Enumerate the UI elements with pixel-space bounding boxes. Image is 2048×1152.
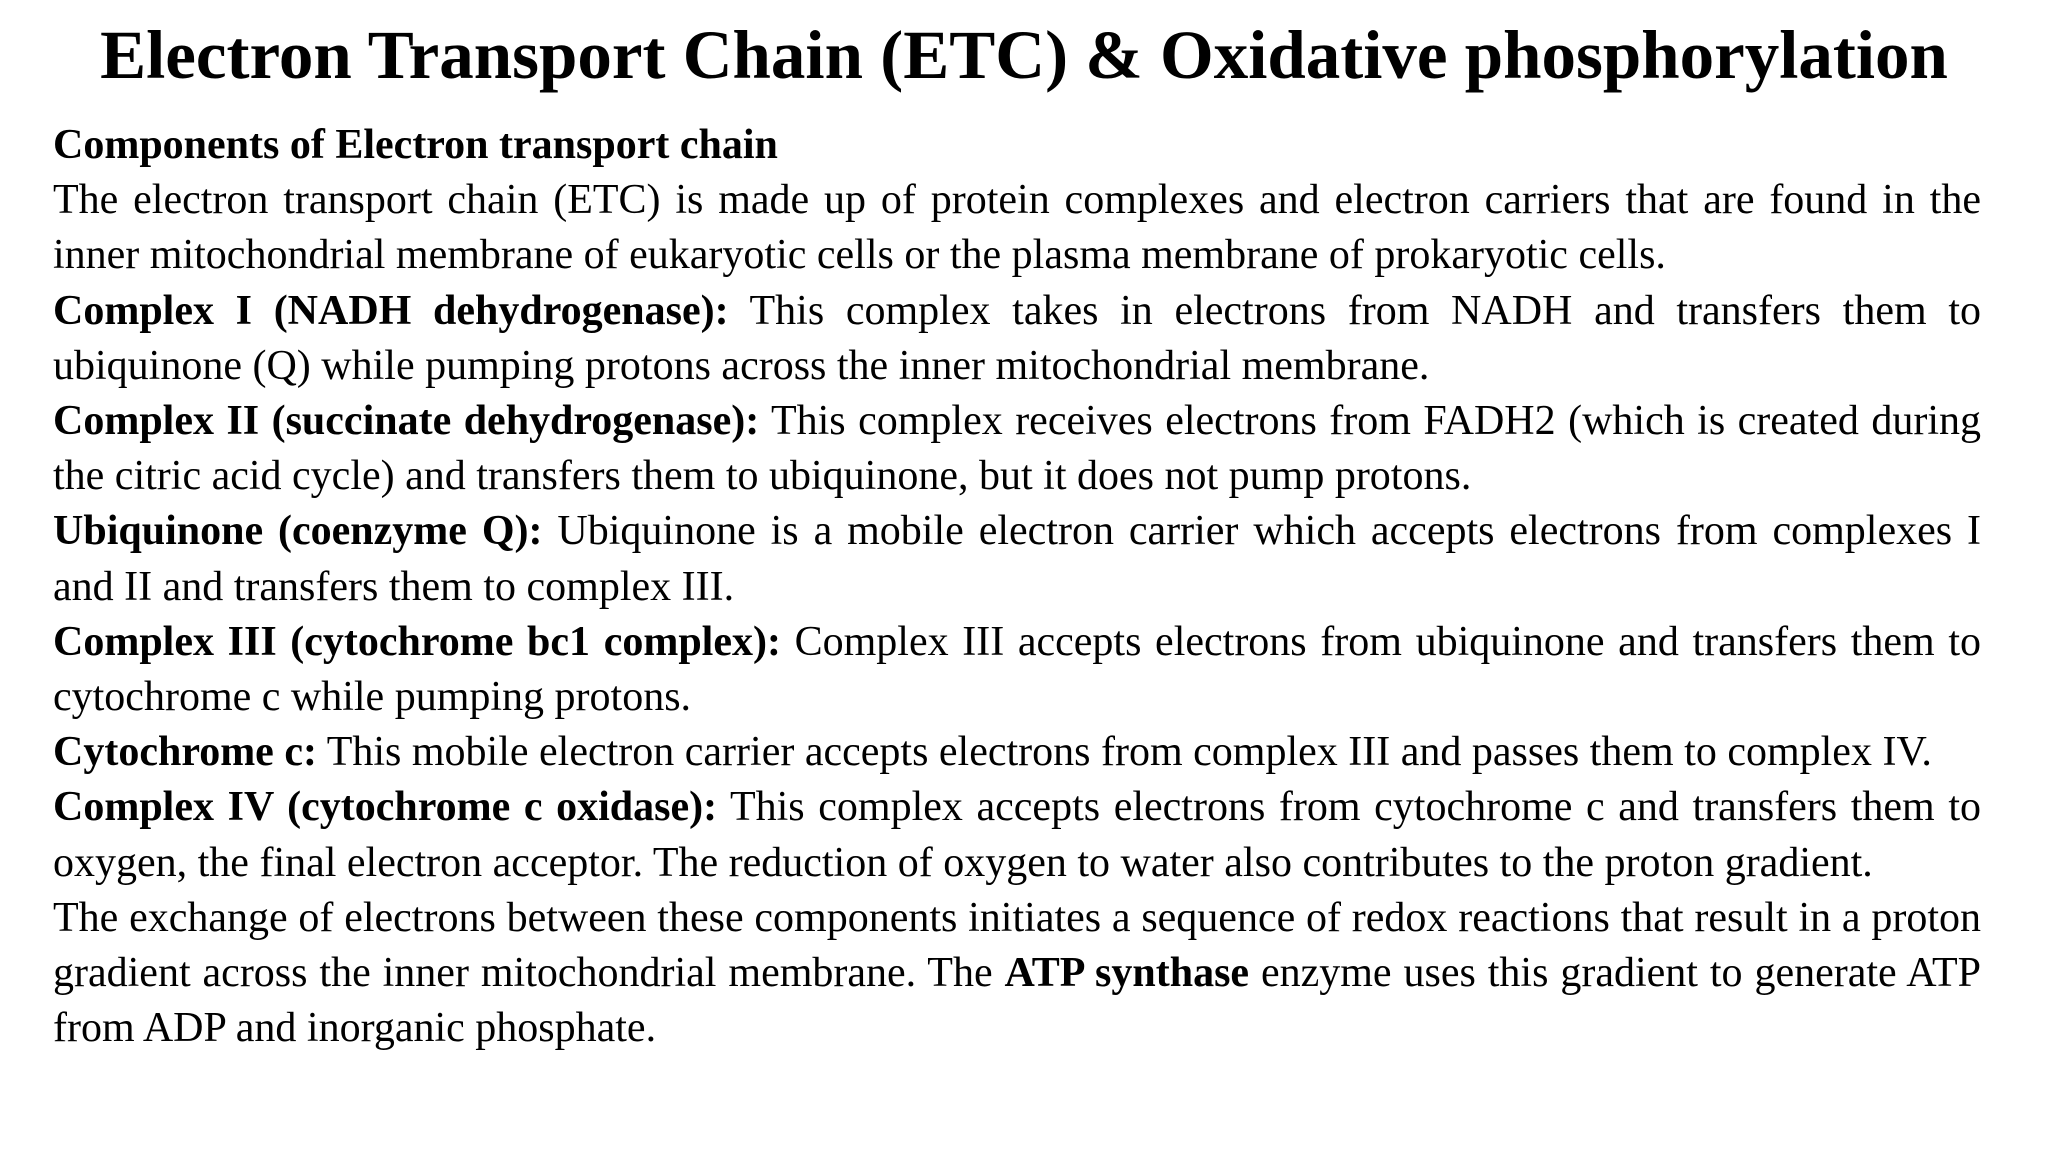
component-complex-1 xyxy=(53,284,1981,394)
component-term: Complex I (NADH dehydrogenase): xyxy=(53,287,729,334)
component-term: Complex IV (cytochrome c oxidase): xyxy=(53,784,718,831)
summary-text-start: The exchange of electrons between these components initiates a sequence of redox reactions that result in a proton gradient across the inner mitochondrial membrane. The xyxy=(53,894,1981,997)
component-complex-3 xyxy=(53,615,1981,725)
document-body xyxy=(53,118,1981,1056)
intro-paragraph: The electron transport chain (ETC) is made up of protein complexes and electron carriers that are found in the inner mitochondrial membrane of eukaryotic cells or the plasma membrane of prokaryotic cells. xyxy=(53,177,1981,279)
component-description: Ubiquinone is a mobile electron carrier which accepts electrons from complexes I and II and transfers them to complex III. xyxy=(53,508,1981,610)
atp-synthase-term: ATP synthase xyxy=(1004,950,1250,997)
summary-text-end: enzyme uses this gradient to generate ATP from ADP and inorganic phosphate. xyxy=(53,950,1981,1052)
component-term: Ubiquinone (coenzyme Q): xyxy=(53,508,543,555)
component-description: Complex III accepts electrons from ubiquinone and transfers them to cytochrome c while pumping protons. xyxy=(53,618,1981,721)
component-term: Complex III (cytochrome bc1 complex): xyxy=(53,618,781,665)
component-term: Complex II (succinate dehydrogenase): xyxy=(53,398,760,445)
component-complex-2 xyxy=(53,394,1981,504)
section-heading: Components of Electron transport chain xyxy=(53,122,778,168)
component-description: This complex takes in electrons from NADH and transfers them to ubiquinone (Q) while pumping protons across the inner mitochondrial membrane. xyxy=(53,287,1981,389)
component-cytochrome-c xyxy=(53,725,1981,780)
component-complex-4 xyxy=(53,780,1981,890)
summary-paragraph xyxy=(53,891,1981,1057)
component-description: This complex accepts electrons from cytochrome c and transfers them to oxygen, the final electron acceptor. The reduction of oxygen to water also contributes to the proton gradient. xyxy=(53,784,1982,886)
component-ubiquinone xyxy=(53,504,1981,614)
component-term: Cytochrome c: xyxy=(53,729,317,776)
page-title: Electron Transport Chain (ETC) & Oxidative phosphorylation xyxy=(100,17,1948,93)
component-description: This mobile electron carrier accepts electrons from complex III and passes them to complex IV. xyxy=(316,729,1932,776)
component-description: This complex receives electrons from FADH2 (which is created during the citric acid cycle) and transfers them to ubiquinone, but it does not pump protons. xyxy=(53,398,1981,500)
